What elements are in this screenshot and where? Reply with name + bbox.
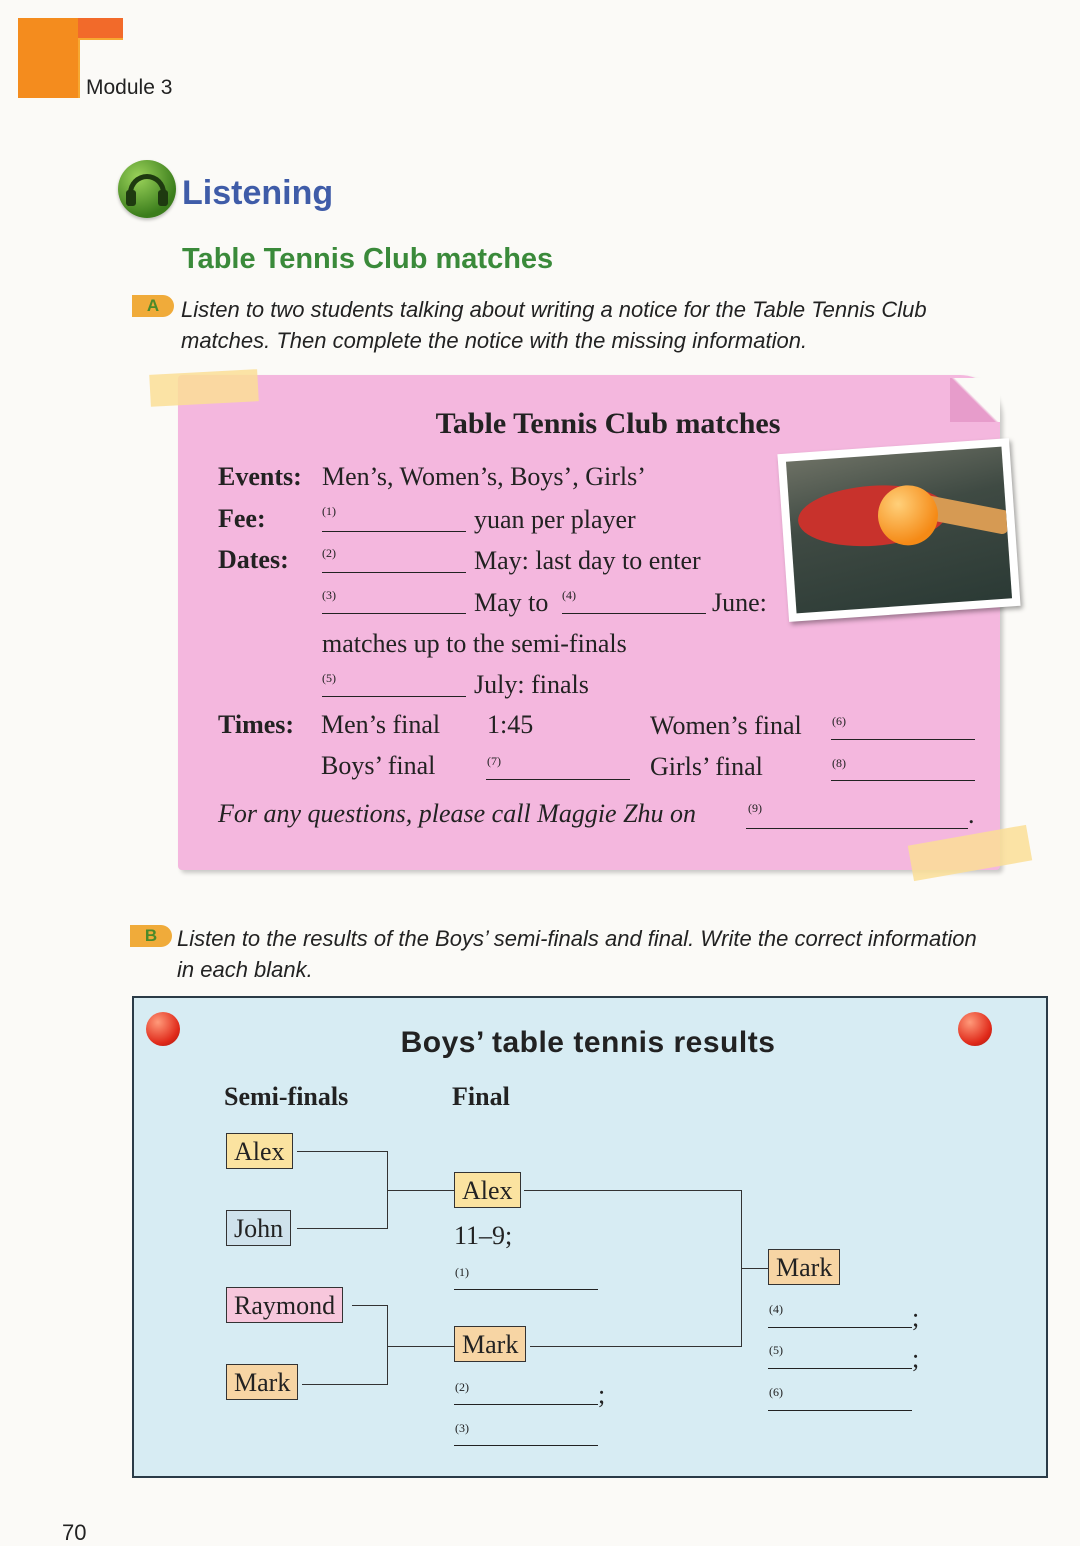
- semicolon: ;: [598, 1380, 606, 1409]
- player-box: Alex: [226, 1133, 293, 1169]
- womens-final-label: Women’s final: [650, 711, 802, 740]
- score-top: 11–9;: [454, 1221, 513, 1250]
- contact-end: .: [968, 800, 975, 829]
- fee-blank[interactable]: [322, 503, 466, 532]
- player-box: Mark: [226, 1364, 298, 1400]
- blank-number: (4): [562, 588, 576, 602]
- contact-blank[interactable]: [746, 800, 968, 829]
- part-b-instruction-line2: in each blank.: [177, 957, 313, 982]
- winner-box: Mark: [768, 1249, 840, 1285]
- blank-number: (6): [832, 714, 846, 728]
- blank-number: (5): [769, 1343, 783, 1357]
- blank-number: (3): [455, 1421, 469, 1435]
- semicolon: ;: [912, 1303, 920, 1332]
- times-label: Times:: [218, 710, 295, 739]
- girls-final-blank[interactable]: [831, 752, 975, 781]
- bracket-line: [387, 1305, 388, 1385]
- page-number: 70: [62, 1520, 87, 1545]
- date2-line2: matches up to the semi-finals: [322, 629, 627, 658]
- part-a-instruction-line2: matches. Then complete the notice with the missing information.: [181, 328, 808, 353]
- blank-number: (7): [487, 754, 501, 768]
- score-blank[interactable]: [454, 1376, 598, 1405]
- fee-label: Fee:: [218, 504, 266, 533]
- date3-suffix: July: finals: [474, 670, 589, 699]
- headphones-icon: [118, 160, 176, 218]
- module-label: Module 3: [86, 76, 173, 99]
- semi-finals-label: Semi-finals: [224, 1082, 349, 1111]
- score-blank[interactable]: [768, 1299, 912, 1328]
- part-a-instruction: [181, 294, 1041, 356]
- part-b-instruction: [177, 923, 1057, 985]
- date2-mid: May to: [474, 588, 549, 617]
- part-b-instruction-line1: Listen to the results of the Boys’ semi-finals and final. Write the correct information: [177, 926, 977, 951]
- date3-blank[interactable]: [322, 668, 466, 697]
- notice-title: Table Tennis Club matches: [435, 407, 781, 440]
- contact-text: For any questions, please call Maggie Zhu on: [218, 799, 697, 828]
- womens-final-blank[interactable]: [831, 711, 975, 740]
- bracket-line: [530, 1346, 741, 1347]
- score-blank[interactable]: [768, 1340, 912, 1369]
- boys-final-label: Boys’ final: [321, 751, 436, 780]
- events-value: Men’s, Women’s, Boys’, Girls’: [322, 462, 646, 491]
- score-blank[interactable]: [454, 1261, 598, 1290]
- finalist-box: Mark: [454, 1326, 526, 1362]
- part-b-tag: B: [130, 925, 172, 947]
- score-blank[interactable]: [768, 1382, 912, 1411]
- bracket-line: [297, 1228, 387, 1229]
- blank-number: (2): [455, 1380, 469, 1394]
- blank-number: (5): [322, 671, 336, 685]
- fee-suffix: yuan per player: [474, 505, 636, 534]
- boys-final-blank[interactable]: [486, 751, 630, 780]
- blank-number: (4): [769, 1302, 783, 1316]
- date2-suffix: June:: [712, 588, 767, 617]
- final-label: Final: [452, 1082, 510, 1111]
- date2-start-blank[interactable]: [322, 585, 466, 614]
- date2-end-blank[interactable]: [562, 585, 706, 614]
- bracket-line: [741, 1268, 768, 1269]
- mens-final-label: Men’s final: [321, 710, 441, 739]
- finalist-box: Alex: [454, 1172, 521, 1208]
- date1-suffix: May: last day to enter: [474, 546, 701, 575]
- player-box: John: [226, 1210, 291, 1246]
- blank-number: (8): [832, 756, 846, 770]
- tape-decoration: [149, 369, 259, 407]
- results-title: Boys’ table tennis results: [400, 1026, 776, 1059]
- bracket-line: [524, 1190, 741, 1191]
- blank-number: (6): [769, 1385, 783, 1399]
- bracket-line: [302, 1384, 387, 1385]
- blank-number: (9): [748, 801, 762, 815]
- bracket-line: [352, 1305, 387, 1306]
- blank-number: (1): [322, 504, 336, 518]
- score-blank[interactable]: [454, 1417, 598, 1446]
- section-heading: Listening: [182, 174, 334, 212]
- dates-label: Dates:: [218, 545, 289, 574]
- bracket-line: [387, 1346, 454, 1347]
- table-tennis-photo: [777, 438, 1020, 622]
- bracket-line: [387, 1190, 454, 1191]
- section-subheading: Table Tennis Club matches: [182, 243, 554, 275]
- date1-blank[interactable]: [322, 544, 466, 573]
- blank-number: (2): [322, 546, 336, 560]
- part-a-tag: A: [132, 295, 174, 317]
- blank-number: (3): [322, 588, 336, 602]
- semicolon: ;: [912, 1344, 920, 1373]
- part-a-instruction-line1: Listen to two students talking about writing a notice for the Table Tennis Club: [181, 297, 927, 322]
- bracket-line: [297, 1151, 387, 1152]
- girls-final-label: Girls’ final: [650, 752, 763, 781]
- blank-number: (1): [455, 1265, 469, 1279]
- module-corner-graphic-dark: [18, 18, 78, 98]
- events-label: Events:: [218, 462, 302, 491]
- mens-final-time: 1:45: [487, 710, 534, 739]
- module-corner-graphic-red: [78, 18, 123, 38]
- player-box: Raymond: [226, 1287, 343, 1323]
